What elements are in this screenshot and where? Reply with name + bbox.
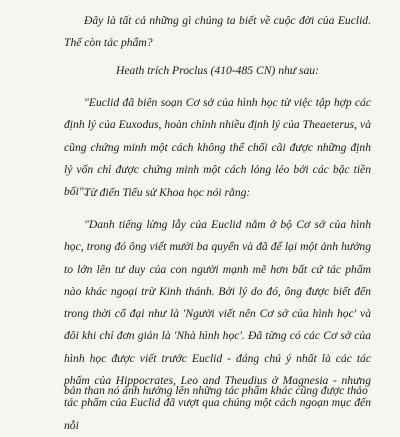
cut-off-line — [64, 384, 371, 402]
intro-paragraph: Đây là tất cả những gì chúng ta biết về cuộc đời của Euclid. Thế còn tác phẩm? — [64, 14, 371, 50]
citation-intro: Heath trích Proclus (410-485 CN) như sau: — [116, 64, 319, 77]
dictionary-quote: "Danh tiếng lừng lẫy của Euclid nằm ở bộ Cơ sở của hình học, trong đó ông viết mười ba quyển và đã để lại một ảnh hưởng to lớn lên tư duy của con người mạnh mẽ hơn bất cứ tác phẩm nào khác ngoại trừ Kinh thánh. Bởi lý do đó, ông được biết đến trong thời cổ đại như là 'Người viết nên Cơ sở của hình học' và đôi khi chỉ đơn giản là 'Nhà hình học'. Đã từng có các Cơ sở của hình học được viết trước Euclid - đáng chú ý nhất là các tác phẩm của Hippocrates, Leo and Theudius ở Magnesia - nhưng tác phẩm của Euclid đã vượt qua chúng một cách ngoạn mục đến nỗi — [64, 218, 371, 432]
cut-off-text: bản than nó ảnh hưởng lên những tác phẩm khác cũng được thảo — [64, 384, 368, 397]
dictionary-intro: Từ điển Tiểu sử Khoa học nói rằng: — [84, 186, 251, 199]
proclus-quote: "Euclid đã biên soạn Cơ sở của hình học từ việc tập hợp các định lý của Euxodus, hoàn chỉnh nhiều định lý của Theaeterus, và cũng chứng minh một cách không thể chối cãi được những định lý vốn chỉ được chứng minh một cách lỏng lẻo bởi các bậc tiền bối". — [64, 96, 371, 199]
